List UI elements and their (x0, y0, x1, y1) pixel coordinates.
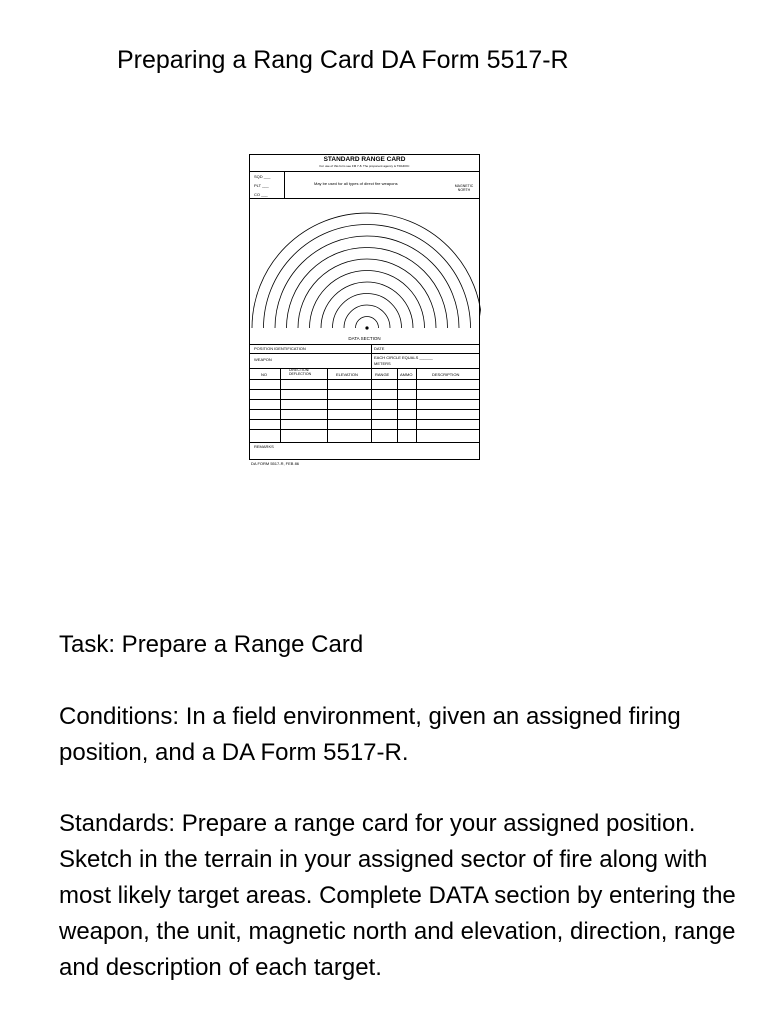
col-description: DESCRIPTION (432, 372, 460, 377)
table-row-line (250, 419, 479, 420)
range-arc (310, 271, 425, 328)
table-row-line (250, 389, 479, 390)
range-arc (356, 317, 379, 329)
form-header: STANDARD RANGE CARD (323, 156, 406, 163)
table-header-divider (250, 379, 479, 380)
table-col-line (371, 368, 372, 442)
range-card-form (249, 154, 480, 460)
range-arc (333, 294, 402, 329)
table-row-line (250, 409, 479, 410)
co-field: CO ___ (254, 192, 268, 197)
col-no: NO (261, 372, 267, 377)
data-divider-1 (250, 344, 479, 345)
page-title: Preparing a Rang Card DA Form 5517-R (117, 46, 569, 74)
col-range: RANGE (375, 372, 390, 377)
col-direction: DIRECTION/ DEFLECTION (289, 368, 312, 376)
plt-field: PLT ___ (254, 183, 269, 188)
range-arc (264, 225, 471, 329)
form-subheader: For use of this form see FM 7-8. The proponent agency is TRADOC (319, 164, 410, 168)
data-section-label: DATA SECTION (348, 336, 381, 341)
table-col-line (416, 368, 417, 442)
form-code: DA FORM 5517-R, FEB 86 (251, 461, 300, 466)
data-divider-3 (250, 368, 479, 369)
data-divider-2 (250, 353, 479, 354)
date-field: DATE (374, 346, 385, 351)
remarks-label: REMARKS (254, 444, 274, 449)
weapons-note: May be used for all types of direct fire weapons (314, 181, 398, 186)
col-ammo: AMMO (400, 372, 413, 377)
magnetic-north-label: MAGNETIC NORTH (454, 184, 474, 192)
sqd-field: SQD ___ (254, 174, 271, 179)
table-row-line (250, 399, 479, 400)
task-text: Task: Prepare a Range Card (59, 631, 364, 658)
table-col-line (280, 368, 281, 442)
conditions-text: Conditions: In a field environment, given an assigned firing position, and a DA Form 5517-R. (59, 703, 681, 766)
meters-label: METERS (374, 361, 391, 366)
weapon-divider (371, 353, 372, 368)
table-row-line (250, 429, 479, 430)
position-identification: POSITION IDENTIFICATION (254, 346, 306, 351)
weapon-field: WEAPON (254, 357, 272, 362)
date-divider (371, 344, 372, 353)
table-col-line (397, 368, 398, 442)
remarks-divider (250, 442, 479, 443)
position-dot (365, 326, 368, 329)
standards-text: Standards: Prepare a range card for your assigned position. Sketch in the terrain in your assigned sector of fire along with most likely target areas. Complete DATA section by entering the weapon, the unit, magnetic north and elevation, direction, range and description of each target. (59, 810, 736, 981)
each-circle-equals: EACH CIRCLE EQUALS ______ (374, 355, 433, 360)
table-col-line (327, 368, 328, 442)
col-elevation: ELEVATION (336, 372, 358, 377)
range-circles (250, 155, 481, 461)
